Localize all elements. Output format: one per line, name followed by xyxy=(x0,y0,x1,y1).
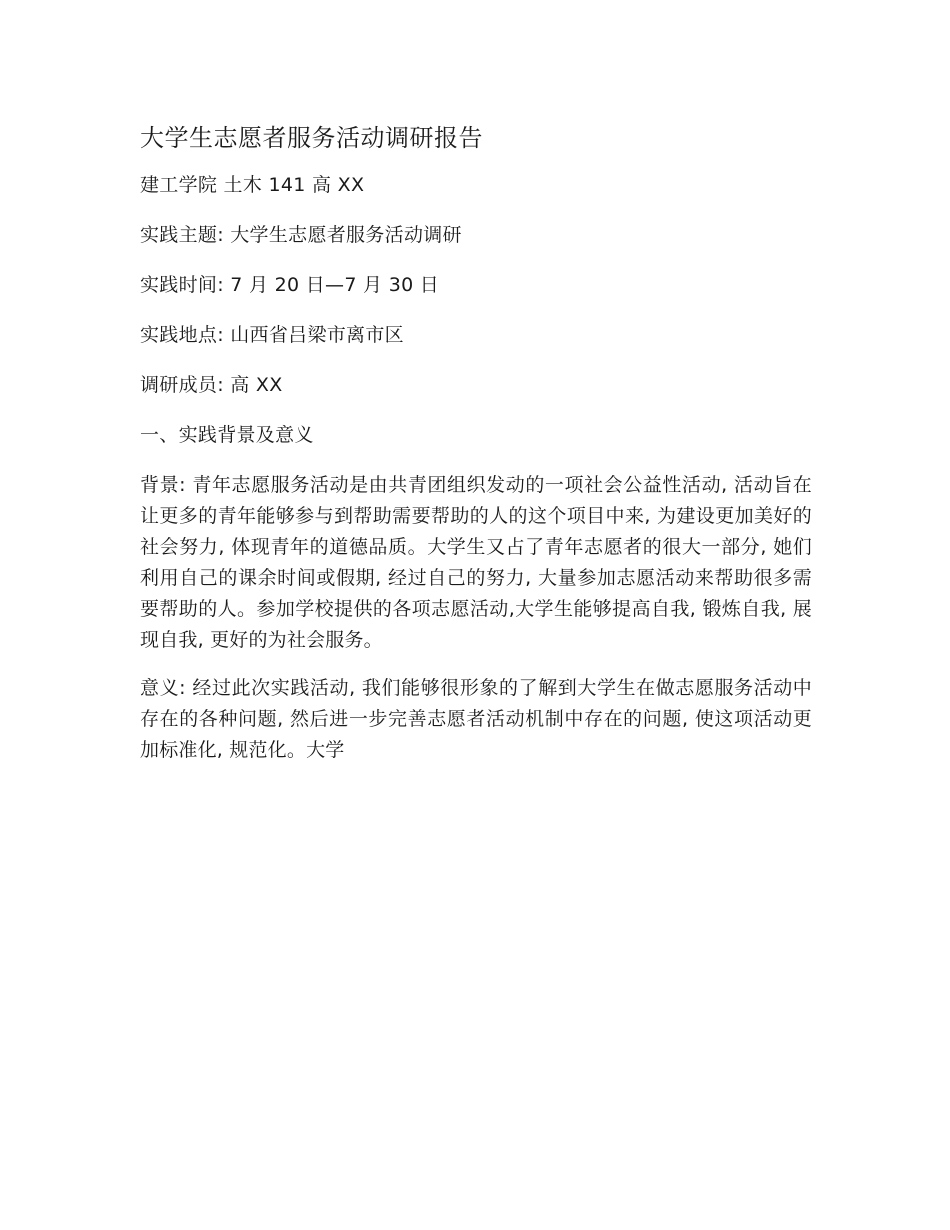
meaning-paragraph: 意义: 经过此次实践活动, 我们能够很形象的了解到大学生在做志愿服务活动中存在的各种问题, 然后进一步完善志愿者活动机制中存在的问题, 使这项活动更加标准化, 规范化。大学 xyxy=(140,677,812,761)
time-line: 实践时间: 7 月 20 日—7 月 30 日 xyxy=(140,274,440,296)
section-heading: 一、实践背景及意义 xyxy=(140,424,314,446)
document-page xyxy=(140,118,812,783)
theme-line: 实践主题: 大学生志愿者服务活动调研 xyxy=(140,224,462,246)
members-line: 调研成员: 高 XX xyxy=(140,374,283,396)
document-title: 大学生志愿者服务活动调研报告 xyxy=(140,124,483,152)
background-paragraph: 背景: 青年志愿服务活动是由共青团组织发动的一项社会公益性活动, 活动旨在让更多的青年能够参与到帮助需要帮助的人的这个项目中来, 为建设更加美好的社会努力, 体现青年的道德品质。大学生又占了青年志愿者的很大一部分, 她们利用自己的课余时间或假期, 经过自己的努力, 大量参加志愿活动来帮助很多需要帮助的人。参加学校提供的各项志愿活动,大学生能够提高自我, 锻炼自我, 展现自我, 更好的为社会服务。 xyxy=(140,474,812,651)
author-line: 建工学院 土木 141 高 XX xyxy=(140,174,365,196)
place-line: 实践地点: 山西省吕梁市离市区 xyxy=(140,324,404,346)
